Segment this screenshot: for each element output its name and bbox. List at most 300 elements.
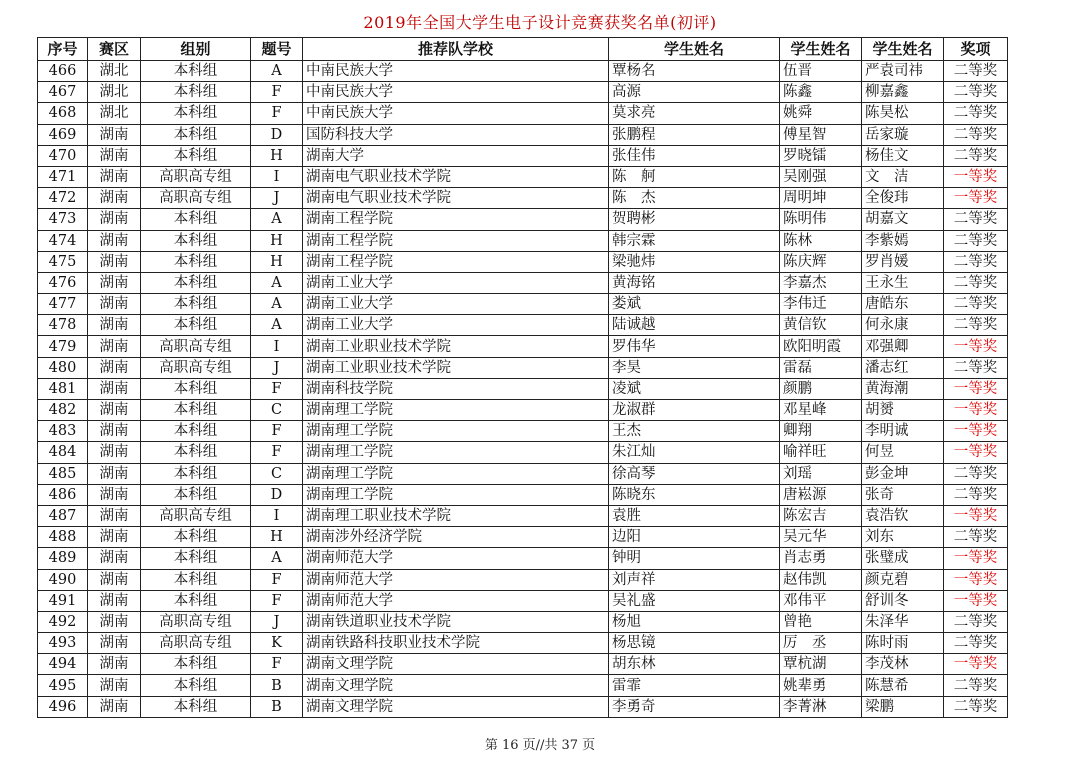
table-row [38, 294, 1008, 315]
table-row [38, 675, 1008, 696]
region-cell: 湖南 [88, 166, 141, 187]
group-cell: 本科组 [141, 124, 251, 145]
problem-cell: A [251, 294, 303, 315]
index-cell: 473 [38, 209, 88, 230]
award-cell: 二等奖 [944, 251, 1008, 272]
student-2-cell: 李菁淋 [780, 696, 862, 717]
school-cell: 湖南理工学院 [303, 442, 609, 463]
award-cell: 二等奖 [944, 696, 1008, 717]
student-2-cell: 傅星智 [780, 124, 862, 145]
student-1-cell: 覃杨名 [609, 61, 780, 82]
index-cell: 487 [38, 505, 88, 526]
region-cell: 湖南 [88, 611, 141, 632]
student-3-cell: 邓强卿 [862, 336, 944, 357]
student-1-cell: 袁胜 [609, 505, 780, 526]
region-cell: 湖南 [88, 633, 141, 654]
student-3-cell: 李明诚 [862, 421, 944, 442]
region-cell: 湖南 [88, 675, 141, 696]
student-3-cell: 袁浩钦 [862, 505, 944, 526]
school-cell: 湖南师范大学 [303, 590, 609, 611]
header-row [38, 38, 1008, 61]
table-row [38, 633, 1008, 654]
student-3-cell: 何永康 [862, 315, 944, 336]
group-cell: 本科组 [141, 548, 251, 569]
student-3-cell: 岳家璇 [862, 124, 944, 145]
index-cell: 476 [38, 272, 88, 293]
problem-cell: B [251, 696, 303, 717]
award-cell: 二等奖 [944, 209, 1008, 230]
student-2-cell: 邓伟平 [780, 590, 862, 611]
student-1-cell: 吴礼盛 [609, 590, 780, 611]
table-row [38, 400, 1008, 421]
student-2-cell: 颜鹏 [780, 378, 862, 399]
table-row [38, 654, 1008, 675]
problem-cell: D [251, 484, 303, 505]
region-cell: 湖南 [88, 124, 141, 145]
award-cell: 二等奖 [944, 230, 1008, 251]
problem-cell: F [251, 442, 303, 463]
award-cell: 二等奖 [944, 357, 1008, 378]
group-cell: 本科组 [141, 463, 251, 484]
problem-cell: A [251, 61, 303, 82]
student-1-cell: 徐高琴 [609, 463, 780, 484]
page-title: 2019年全国大学生电子设计竞赛获奖名单(初评) [363, 13, 717, 32]
student-1-cell: 雷霏 [609, 675, 780, 696]
student-1-cell: 凌斌 [609, 378, 780, 399]
col-header-problem: 题号 [251, 38, 303, 61]
table-row [38, 209, 1008, 230]
problem-cell: F [251, 421, 303, 442]
group-cell: 本科组 [141, 315, 251, 336]
table-row [38, 378, 1008, 399]
award-cell: 二等奖 [944, 675, 1008, 696]
award-cell: 二等奖 [944, 484, 1008, 505]
problem-cell: D [251, 124, 303, 145]
region-cell: 湖南 [88, 590, 141, 611]
group-cell: 本科组 [141, 696, 251, 717]
student-3-cell: 梁鹏 [862, 696, 944, 717]
table-row [38, 188, 1008, 209]
school-cell: 湖南师范大学 [303, 569, 609, 590]
table-row [38, 463, 1008, 484]
student-3-cell: 严袁司祎 [862, 61, 944, 82]
student-2-cell: 雷磊 [780, 357, 862, 378]
problem-cell: J [251, 611, 303, 632]
student-2-cell: 邓星峰 [780, 400, 862, 421]
award-cell: 一等奖 [944, 654, 1008, 675]
award-cell: 二等奖 [944, 294, 1008, 315]
student-2-cell: 周明坤 [780, 188, 862, 209]
award-cell: 一等奖 [944, 188, 1008, 209]
student-2-cell: 陈宏吉 [780, 505, 862, 526]
student-3-cell: 唐皓东 [862, 294, 944, 315]
student-1-cell: 罗伟华 [609, 336, 780, 357]
award-cell: 二等奖 [944, 463, 1008, 484]
index-cell: 493 [38, 633, 88, 654]
award-cell: 一等奖 [944, 421, 1008, 442]
student-1-cell: 陈晓东 [609, 484, 780, 505]
region-cell: 湖北 [88, 103, 141, 124]
group-cell: 本科组 [141, 272, 251, 293]
award-cell: 一等奖 [944, 590, 1008, 611]
student-3-cell: 朱泽华 [862, 611, 944, 632]
region-cell: 湖南 [88, 484, 141, 505]
region-cell: 湖南 [88, 272, 141, 293]
student-1-cell: 高源 [609, 82, 780, 103]
student-3-cell: 陈时雨 [862, 633, 944, 654]
group-cell: 高职高专组 [141, 166, 251, 187]
index-cell: 467 [38, 82, 88, 103]
student-1-cell: 龙淑群 [609, 400, 780, 421]
group-cell: 高职高专组 [141, 357, 251, 378]
index-cell: 490 [38, 569, 88, 590]
group-cell: 本科组 [141, 675, 251, 696]
table-row [38, 166, 1008, 187]
student-3-cell: 胡嘉文 [862, 209, 944, 230]
student-2-cell: 李伟迁 [780, 294, 862, 315]
award-cell: 二等奖 [944, 272, 1008, 293]
student-2-cell: 曾艳 [780, 611, 862, 632]
school-cell: 湖南理工学院 [303, 484, 609, 505]
table-row [38, 315, 1008, 336]
student-1-cell: 李昊 [609, 357, 780, 378]
problem-cell: F [251, 569, 303, 590]
table-row [38, 251, 1008, 272]
award-cell: 一等奖 [944, 336, 1008, 357]
region-cell: 湖北 [88, 61, 141, 82]
student-1-cell: 张佳伟 [609, 145, 780, 166]
student-3-cell: 张奇 [862, 484, 944, 505]
school-cell: 湖南理工职业技术学院 [303, 505, 609, 526]
index-cell: 491 [38, 590, 88, 611]
school-cell: 湖南工程学院 [303, 230, 609, 251]
student-3-cell: 全俊玮 [862, 188, 944, 209]
student-2-cell: 覃杭湖 [780, 654, 862, 675]
student-2-cell: 陈林 [780, 230, 862, 251]
awards-table [37, 37, 1008, 718]
region-cell: 湖南 [88, 696, 141, 717]
region-cell: 湖南 [88, 505, 141, 526]
region-cell: 湖南 [88, 463, 141, 484]
school-cell: 中南民族大学 [303, 82, 609, 103]
award-cell: 二等奖 [944, 124, 1008, 145]
index-cell: 492 [38, 611, 88, 632]
table-body [38, 61, 1008, 718]
problem-cell: F [251, 378, 303, 399]
group-cell: 本科组 [141, 400, 251, 421]
table-row [38, 272, 1008, 293]
index-cell: 469 [38, 124, 88, 145]
student-2-cell: 喻祥旺 [780, 442, 862, 463]
student-1-cell: 陈 杰 [609, 188, 780, 209]
group-cell: 高职高专组 [141, 633, 251, 654]
group-cell: 本科组 [141, 569, 251, 590]
school-cell: 湖南理工学院 [303, 400, 609, 421]
student-1-cell: 陆诚越 [609, 315, 780, 336]
student-1-cell: 黄海铭 [609, 272, 780, 293]
school-cell: 湖南工程学院 [303, 251, 609, 272]
table-row [38, 357, 1008, 378]
table-row [38, 611, 1008, 632]
group-cell: 本科组 [141, 103, 251, 124]
student-1-cell: 娄斌 [609, 294, 780, 315]
student-2-cell: 罗晓镭 [780, 145, 862, 166]
region-cell: 湖南 [88, 145, 141, 166]
student-2-cell: 吴元华 [780, 527, 862, 548]
problem-cell: I [251, 336, 303, 357]
table-row [38, 484, 1008, 505]
student-3-cell: 陈慧希 [862, 675, 944, 696]
index-cell: 471 [38, 166, 88, 187]
school-cell: 国防科技大学 [303, 124, 609, 145]
index-cell: 468 [38, 103, 88, 124]
award-cell: 一等奖 [944, 378, 1008, 399]
page-footer: 第 16 页//共 37 页 [484, 738, 596, 753]
award-cell: 二等奖 [944, 611, 1008, 632]
col-header-group: 组别 [141, 38, 251, 61]
col-header-award: 奖项 [944, 38, 1008, 61]
school-cell: 湖南文理学院 [303, 675, 609, 696]
school-cell: 湖南电气职业技术学院 [303, 188, 609, 209]
school-cell: 湖南电气职业技术学院 [303, 166, 609, 187]
award-cell: 二等奖 [944, 61, 1008, 82]
problem-cell: C [251, 400, 303, 421]
group-cell: 本科组 [141, 527, 251, 548]
table-row [38, 230, 1008, 251]
group-cell: 本科组 [141, 590, 251, 611]
student-1-cell: 贺聘彬 [609, 209, 780, 230]
award-cell: 二等奖 [944, 82, 1008, 103]
group-cell: 高职高专组 [141, 505, 251, 526]
student-1-cell: 刘声祥 [609, 569, 780, 590]
region-cell: 湖南 [88, 400, 141, 421]
school-cell: 湖南工业职业技术学院 [303, 336, 609, 357]
student-3-cell: 文 洁 [862, 166, 944, 187]
group-cell: 本科组 [141, 82, 251, 103]
student-3-cell: 舒训冬 [862, 590, 944, 611]
school-cell: 湖南理工学院 [303, 463, 609, 484]
student-3-cell: 潘志红 [862, 357, 944, 378]
table-row [38, 590, 1008, 611]
school-cell: 湖南涉外经济学院 [303, 527, 609, 548]
student-3-cell: 李紫嫣 [862, 230, 944, 251]
school-cell: 湖南大学 [303, 145, 609, 166]
col-header-region: 赛区 [88, 38, 141, 61]
student-3-cell: 何昱 [862, 442, 944, 463]
region-cell: 湖南 [88, 569, 141, 590]
region-cell: 湖南 [88, 654, 141, 675]
index-cell: 479 [38, 336, 88, 357]
group-cell: 本科组 [141, 378, 251, 399]
school-cell: 湖南师范大学 [303, 548, 609, 569]
index-cell: 466 [38, 61, 88, 82]
student-2-cell: 陈鑫 [780, 82, 862, 103]
region-cell: 湖南 [88, 315, 141, 336]
index-cell: 475 [38, 251, 88, 272]
table-row [38, 82, 1008, 103]
region-cell: 湖南 [88, 357, 141, 378]
index-cell: 495 [38, 675, 88, 696]
index-cell: 496 [38, 696, 88, 717]
region-cell: 湖南 [88, 442, 141, 463]
problem-cell: I [251, 166, 303, 187]
table-row [38, 103, 1008, 124]
student-1-cell: 朱江灿 [609, 442, 780, 463]
student-2-cell: 陈庆辉 [780, 251, 862, 272]
student-1-cell: 杨旭 [609, 611, 780, 632]
student-2-cell: 吴刚强 [780, 166, 862, 187]
problem-cell: J [251, 357, 303, 378]
table-row [38, 145, 1008, 166]
group-cell: 本科组 [141, 251, 251, 272]
student-1-cell: 梁驰炜 [609, 251, 780, 272]
student-2-cell: 陈明伟 [780, 209, 862, 230]
col-header-student-3: 学生姓名 [862, 38, 944, 61]
award-cell: 二等奖 [944, 527, 1008, 548]
award-cell: 二等奖 [944, 145, 1008, 166]
school-cell: 湖南工程学院 [303, 209, 609, 230]
student-3-cell: 李茂林 [862, 654, 944, 675]
school-cell: 湖南文理学院 [303, 654, 609, 675]
award-cell: 二等奖 [944, 103, 1008, 124]
school-cell: 湖南工业大学 [303, 315, 609, 336]
award-cell: 一等奖 [944, 166, 1008, 187]
student-1-cell: 李勇奇 [609, 696, 780, 717]
table-row [38, 569, 1008, 590]
student-3-cell: 王永生 [862, 272, 944, 293]
problem-cell: A [251, 209, 303, 230]
group-cell: 本科组 [141, 294, 251, 315]
student-3-cell: 张璧成 [862, 548, 944, 569]
region-cell: 湖南 [88, 378, 141, 399]
table-row [38, 548, 1008, 569]
student-3-cell: 彭金坤 [862, 463, 944, 484]
region-cell: 湖南 [88, 209, 141, 230]
problem-cell: H [251, 145, 303, 166]
col-header-index: 序号 [38, 38, 88, 61]
index-cell: 477 [38, 294, 88, 315]
school-cell: 湖南工业职业技术学院 [303, 357, 609, 378]
school-cell: 湖南文理学院 [303, 696, 609, 717]
region-cell: 湖南 [88, 188, 141, 209]
student-1-cell: 张鹏程 [609, 124, 780, 145]
award-cell: 一等奖 [944, 569, 1008, 590]
index-cell: 470 [38, 145, 88, 166]
index-cell: 494 [38, 654, 88, 675]
problem-cell: H [251, 251, 303, 272]
award-cell: 一等奖 [944, 548, 1008, 569]
student-1-cell: 莫求亮 [609, 103, 780, 124]
school-cell: 湖南铁道职业技术学院 [303, 611, 609, 632]
problem-cell: F [251, 82, 303, 103]
index-cell: 481 [38, 378, 88, 399]
region-cell: 湖南 [88, 230, 141, 251]
student-3-cell: 柳嘉鑫 [862, 82, 944, 103]
problem-cell: F [251, 590, 303, 611]
col-header-student-2: 学生姓名 [780, 38, 862, 61]
student-2-cell: 伍晋 [780, 61, 862, 82]
student-2-cell: 李嘉杰 [780, 272, 862, 293]
award-cell: 一等奖 [944, 442, 1008, 463]
problem-cell: J [251, 188, 303, 209]
region-cell: 湖南 [88, 251, 141, 272]
table-row [38, 442, 1008, 463]
student-2-cell: 姚辈勇 [780, 675, 862, 696]
student-2-cell: 黄信钦 [780, 315, 862, 336]
student-2-cell: 赵伟凯 [780, 569, 862, 590]
problem-cell: F [251, 654, 303, 675]
problem-cell: I [251, 505, 303, 526]
col-header-school: 推荐队学校 [303, 38, 609, 61]
problem-cell: H [251, 527, 303, 548]
student-2-cell: 刘瑶 [780, 463, 862, 484]
school-cell: 湖南科技学院 [303, 378, 609, 399]
student-1-cell: 陈 舸 [609, 166, 780, 187]
index-cell: 474 [38, 230, 88, 251]
group-cell: 本科组 [141, 145, 251, 166]
student-1-cell: 边阳 [609, 527, 780, 548]
table-row [38, 421, 1008, 442]
group-cell: 本科组 [141, 230, 251, 251]
index-cell: 488 [38, 527, 88, 548]
student-1-cell: 杨思镜 [609, 633, 780, 654]
student-1-cell: 王杰 [609, 421, 780, 442]
region-cell: 湖南 [88, 294, 141, 315]
student-2-cell: 肖志勇 [780, 548, 862, 569]
region-cell: 湖南 [88, 421, 141, 442]
group-cell: 高职高专组 [141, 336, 251, 357]
group-cell: 本科组 [141, 209, 251, 230]
problem-cell: A [251, 548, 303, 569]
school-cell: 湖南铁路科技职业技术学院 [303, 633, 609, 654]
award-cell: 二等奖 [944, 633, 1008, 654]
student-3-cell: 颜克碧 [862, 569, 944, 590]
region-cell: 湖南 [88, 527, 141, 548]
problem-cell: A [251, 272, 303, 293]
student-1-cell: 胡东林 [609, 654, 780, 675]
index-cell: 478 [38, 315, 88, 336]
table-row [38, 696, 1008, 717]
group-cell: 本科组 [141, 61, 251, 82]
school-cell: 湖南工业大学 [303, 294, 609, 315]
student-1-cell: 钟明 [609, 548, 780, 569]
group-cell: 本科组 [141, 442, 251, 463]
group-cell: 本科组 [141, 421, 251, 442]
col-header-student-1: 学生姓名 [609, 38, 780, 61]
student-3-cell: 胡赟 [862, 400, 944, 421]
student-3-cell: 陈昊松 [862, 103, 944, 124]
table-row [38, 336, 1008, 357]
student-3-cell: 杨佳文 [862, 145, 944, 166]
group-cell: 本科组 [141, 654, 251, 675]
award-cell: 二等奖 [944, 315, 1008, 336]
student-1-cell: 韩宗霖 [609, 230, 780, 251]
group-cell: 高职高专组 [141, 188, 251, 209]
index-cell: 489 [38, 548, 88, 569]
problem-cell: C [251, 463, 303, 484]
index-cell: 482 [38, 400, 88, 421]
student-2-cell: 姚舜 [780, 103, 862, 124]
problem-cell: F [251, 103, 303, 124]
problem-cell: H [251, 230, 303, 251]
school-cell: 中南民族大学 [303, 61, 609, 82]
student-3-cell: 刘东 [862, 527, 944, 548]
student-3-cell: 黄海潮 [862, 378, 944, 399]
school-cell: 湖南理工学院 [303, 421, 609, 442]
index-cell: 472 [38, 188, 88, 209]
school-cell: 中南民族大学 [303, 103, 609, 124]
award-cell: 一等奖 [944, 505, 1008, 526]
